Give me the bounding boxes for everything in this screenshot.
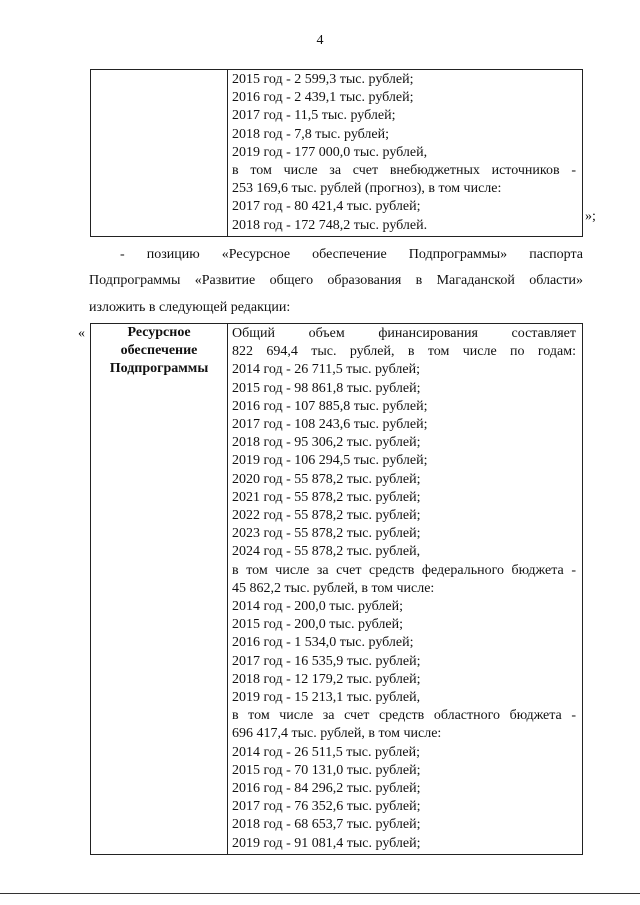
- table1-lines: [228, 70, 582, 236]
- text-line: 45 862,2 тыс. рублей, в том числе:: [232, 580, 435, 596]
- table2-lines: [228, 324, 582, 854]
- text-line: 253 169,6 тыс. рублей (прогноз), в том числе:: [232, 181, 502, 197]
- text-line: 2019 год - 106 294,5 тыс. рублей;: [232, 453, 428, 469]
- opening-quote: «: [78, 326, 85, 341]
- text-line: 2017 год - 11,5 тыс. рублей;: [232, 108, 396, 124]
- text-line: 2016 год - 84 296,2 тыс. рублей;: [232, 781, 421, 797]
- text-line: 2024 год - 55 878,2 тыс. рублей,: [232, 544, 421, 560]
- text-line: 2017 год - 16 535,9 тыс. рублей;: [232, 653, 421, 669]
- paragraph-line-2: Подпрограммы «Развитие общего образования в Магаданской области»: [89, 273, 583, 288]
- text-line: 2015 год - 200,0 тыс. рублей;: [232, 617, 404, 633]
- empty-left-cell: [91, 70, 228, 237]
- text-line: 2019 год - 177 000,0 тыс. рублей,: [232, 144, 428, 160]
- paragraph-line-1: - позицию «Ресурсное обеспечение Подпрограммы» паспорта: [120, 247, 583, 262]
- text-line: 2018 год - 7,8 тыс. рублей;: [232, 126, 390, 142]
- text-line: в том числе за счет средств федерального бюджета -: [232, 562, 576, 578]
- text-line: 2022 год - 55 878,2 тыс. рублей;: [232, 508, 421, 524]
- resource-table: [90, 323, 583, 855]
- text-line: 2014 год - 26 511,5 тыс. рублей;: [232, 744, 420, 760]
- text-line: 2018 год - 95 306,2 тыс. рублей;: [232, 435, 421, 451]
- text-line: 696 417,4 тыс. рублей, в том числе:: [232, 726, 442, 742]
- text-line: 2018 год - 68 653,7 тыс. рублей;: [232, 817, 421, 833]
- text-line: 2014 год - 26 711,5 тыс. рублей;: [232, 362, 420, 378]
- text-line: в том числе за счет внебюджетных источников -: [232, 163, 576, 179]
- text-line: 2017 год - 76 352,6 тыс. рублей;: [232, 799, 421, 815]
- footer-rule: [0, 893, 640, 894]
- text-line: 2016 год - 1 534,0 тыс. рублей;: [232, 635, 414, 651]
- header-line: Ресурсное: [127, 325, 191, 340]
- header-line: обеспечение: [120, 343, 198, 358]
- table2-content-cell: [228, 324, 583, 855]
- header-line: Подпрограммы: [109, 361, 209, 376]
- text-line: 2021 год - 55 878,2 тыс. рублей;: [232, 489, 421, 505]
- text-line: 2016 год - 107 885,8 тыс. рублей;: [232, 398, 428, 414]
- text-line: 2015 год - 70 131,0 тыс. рублей;: [232, 762, 421, 778]
- text-line: 2018 год - 12 179,2 тыс. рублей;: [232, 671, 421, 687]
- paragraph-line-3: изложить в следующей редакции:: [89, 300, 291, 315]
- text-line: 2018 год - 172 748,2 тыс. рублей.: [232, 217, 428, 233]
- table1-content-cell: [228, 70, 583, 237]
- text-line: в том числе за счет средств областного бюджета -: [232, 708, 576, 724]
- page-number: 4: [316, 33, 324, 48]
- text-line: 2017 год - 108 243,6 тыс. рублей;: [232, 417, 428, 433]
- text-line: 2017 год - 80 421,4 тыс. рублей;: [232, 199, 421, 215]
- text-line: 2023 год - 55 878,2 тыс. рублей;: [232, 526, 421, 542]
- text-line: 2014 год - 200,0 тыс. рублей;: [232, 599, 404, 615]
- closing-quote: »;: [585, 209, 596, 224]
- text-line: 2016 год - 2 439,1 тыс. рублей;: [232, 90, 414, 106]
- text-line: 2015 год - 98 861,8 тыс. рублей;: [232, 380, 421, 396]
- continued-table: [90, 69, 583, 237]
- text-line: 2020 год - 55 878,2 тыс. рублей;: [232, 471, 421, 487]
- resource-header-cell: [91, 324, 228, 855]
- text-line: 2015 год - 2 599,3 тыс. рублей;: [232, 72, 414, 87]
- text-line: 2019 год - 91 081,4 тыс. рублей;: [232, 835, 421, 851]
- text-line: 2019 год - 15 213,1 тыс. рублей,: [232, 690, 421, 706]
- text-line: Общий объем финансирования составляет: [232, 326, 576, 341]
- text-line: 822 694,4 тыс. рублей, в том числе по годам:: [232, 344, 576, 360]
